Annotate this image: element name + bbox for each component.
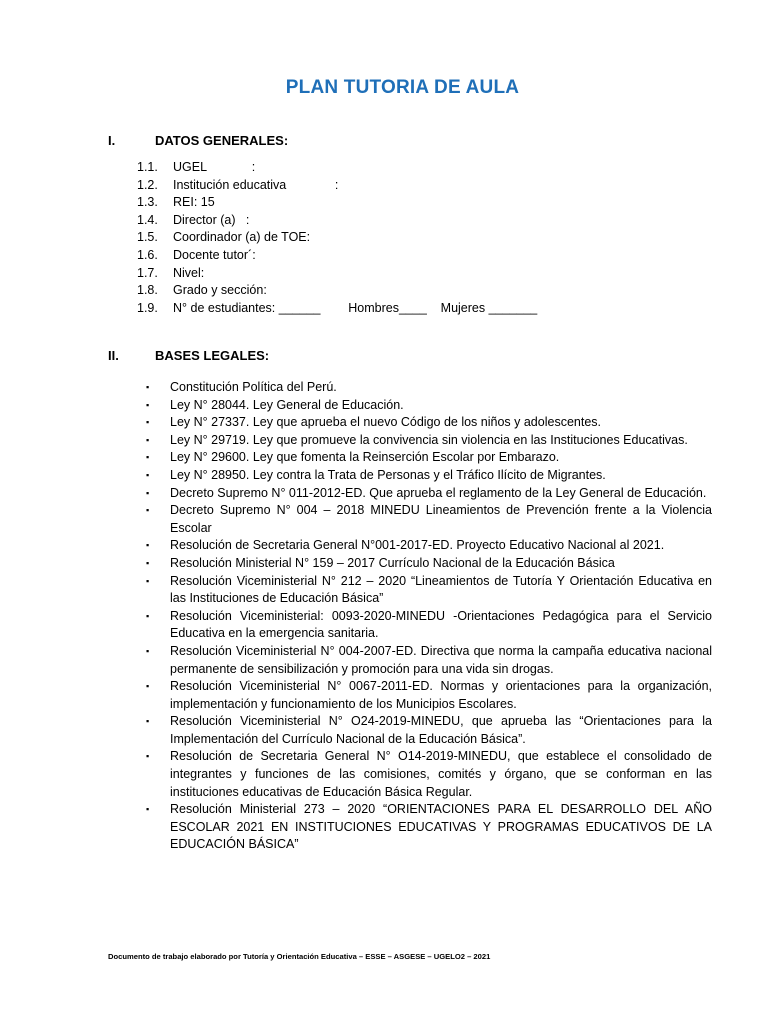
legal-list-item <box>146 643 712 678</box>
datos-generales-item <box>137 300 537 318</box>
legal-item-text: Resolución Viceministerial N° O24-2019-MINEDU, que aprueba las “Orientaciones para la Implementación del Currículo Nacional de la Educación Básica”. <box>170 714 712 746</box>
legal-list-item <box>146 414 712 432</box>
legal-item-text: Resolución Viceministerial N° 0067-2011-ED. Normas y orientaciones para la organización, implementación y funcionamiento de los Municipios Escolares. <box>170 679 712 711</box>
section-bases-legales-heading <box>108 348 269 363</box>
legal-item-text: Decreto Supremo N° 011-2012-ED. Que aprueba el reglamento de la Ley General de Educación. <box>170 485 707 500</box>
legal-list-item <box>146 573 712 608</box>
legal-item-text: Resolución Viceministerial N° 004-2007-ED. Directiva que norma la campaña educativa nacional permanente de sensibilización y promoción para una vida sin drogas. <box>170 643 712 676</box>
item-text: UGEL : <box>173 160 256 174</box>
item-number: 1.8. <box>137 283 158 298</box>
item-text: REI: 15 <box>173 195 215 210</box>
item-number: 1.6. <box>137 247 158 262</box>
legal-item-text: Ley N° 27337. Ley que aprueba el nuevo Código de los niños y adolescentes. <box>170 415 601 430</box>
square-bullet-icon: ▪ <box>146 505 150 516</box>
square-bullet-icon: ▪ <box>146 751 150 762</box>
item-number: 1.3. <box>137 195 158 210</box>
square-bullet-icon: ▪ <box>146 434 150 445</box>
square-bullet-icon: ▪ <box>146 716 150 727</box>
square-bullet-icon: ▪ <box>146 540 150 551</box>
item-number: 1.5. <box>137 230 158 245</box>
bases-legales-list <box>146 379 712 854</box>
legal-item-text: Resolución Ministerial N° 159 – 2017 Currículo Nacional de la Educación Básica <box>170 555 615 570</box>
section-datos-generales-heading <box>108 133 288 148</box>
legal-list-item <box>146 467 712 485</box>
page-footer: Documento de trabajo elaborado por Tutoría y Orientación Educativa – ESSE – ASGESE – UGELO2 – 2021 <box>108 952 491 961</box>
legal-list-item <box>146 537 712 555</box>
legal-item-text: Decreto Supremo N° 004 – 2018 MINEDU Lineamientos de Prevención frente a la Violencia Escolar <box>170 503 712 535</box>
square-bullet-icon: ▪ <box>146 469 150 480</box>
legal-list-item <box>146 379 712 397</box>
legal-list-item <box>146 748 712 801</box>
datos-generales-item <box>137 194 537 212</box>
legal-list-item <box>146 801 712 854</box>
section-heading-text: DATOS GENERALES: <box>155 133 289 148</box>
datos-generales-list <box>137 159 537 317</box>
datos-generales-item <box>137 212 537 230</box>
datos-generales-item <box>137 159 537 177</box>
legal-item-text: Ley N° 28044. Ley General de Educación. <box>170 397 404 412</box>
item-text: Grado y sección: <box>173 283 267 298</box>
square-bullet-icon: ▪ <box>146 557 150 568</box>
square-bullet-icon: ▪ <box>146 575 150 586</box>
legal-list-item <box>146 555 712 573</box>
item-text: Institución educativa : <box>173 177 339 192</box>
page-title: PLAN TUTORIA DE AULA <box>285 77 520 98</box>
datos-generales-item <box>137 247 537 265</box>
legal-list-item <box>146 397 712 415</box>
legal-item-text: Ley N° 28950. Ley contra la Trata de Personas y el Tráfico Ilícito de Migrantes. <box>170 467 606 482</box>
section-number: II. <box>108 348 119 363</box>
section-number: I. <box>108 133 116 148</box>
legal-item-text: Resolución Viceministerial: 0093-2020-MINEDU -Orientaciones Pedagógica para el Servicio Educativa en la emergencia sanitaria. <box>170 608 712 641</box>
legal-item-text: Resolución Ministerial 273 – 2020 “ORIENTACIONES PARA EL DESARROLLO DEL AÑO ESCOLAR 2021 EN INSTITUCIONES EDUCATIVAS Y PROGRAMAS EDUCATIVOS DE LA EDUCACIÓN BÁSICA” <box>170 802 712 852</box>
item-number: 1.7. <box>137 265 158 280</box>
legal-item-text: Resolución Viceministerial N° 212 – 2020 “Lineamientos de Tutoría Y Orientación Educativa en las Instituciones de Educación Básica” <box>170 573 712 606</box>
square-bullet-icon: ▪ <box>146 399 150 410</box>
legal-list-item <box>146 432 712 450</box>
item-number: 1.1. <box>137 160 158 174</box>
legal-list-item <box>146 678 712 713</box>
square-bullet-icon: ▪ <box>146 645 150 656</box>
square-bullet-icon: ▪ <box>146 452 150 463</box>
legal-item-text: Constitución Política del Perú. <box>170 380 337 394</box>
item-text: Coordinador (a) de TOE: <box>173 230 311 245</box>
square-bullet-icon: ▪ <box>146 417 150 428</box>
legal-list-item <box>146 608 712 643</box>
item-text: Nivel: <box>173 265 205 280</box>
legal-list-item <box>146 485 712 503</box>
datos-generales-item <box>137 177 537 195</box>
datos-generales-item <box>137 265 537 283</box>
item-text: Docente tutor´: <box>173 247 256 262</box>
legal-list-item <box>146 449 712 467</box>
legal-item-text: Resolución de Secretaria General N° O14-2019-MINEDU, que establece el consolidado de integrantes y funciones de las comisiones, comités y órgano, que se conforman en las instituciones educativas de Educación Básica Regular. <box>170 749 712 799</box>
item-number: 1.9. <box>137 300 158 315</box>
item-number: 1.4. <box>137 212 158 227</box>
legal-list-item <box>146 502 712 537</box>
square-bullet-icon: ▪ <box>146 610 150 621</box>
square-bullet-icon: ▪ <box>146 382 150 392</box>
item-number: 1.2. <box>137 177 158 192</box>
section-heading-text: BASES LEGALES: <box>155 348 270 363</box>
legal-item-text: Ley N° 29719. Ley que promueve la convivencia sin violencia en las Instituciones Educativas. <box>170 432 688 447</box>
legal-item-text: Ley N° 29600. Ley que fomenta la Reinserción Escolar por Embarazo. <box>170 450 560 465</box>
legal-item-text: Resolución de Secretaria General N°001-2017-ED. Proyecto Educativo Nacional al 2021. <box>170 538 665 553</box>
item-text: N° de estudiantes: ______ Hombres____ Mujeres _______ <box>173 300 538 315</box>
legal-list-item <box>146 713 712 748</box>
item-text: Director (a) : <box>173 212 250 227</box>
square-bullet-icon: ▪ <box>146 487 150 498</box>
datos-generales-item <box>137 229 537 247</box>
square-bullet-icon: ▪ <box>146 681 150 692</box>
datos-generales-item <box>137 282 537 300</box>
square-bullet-icon: ▪ <box>146 804 150 815</box>
